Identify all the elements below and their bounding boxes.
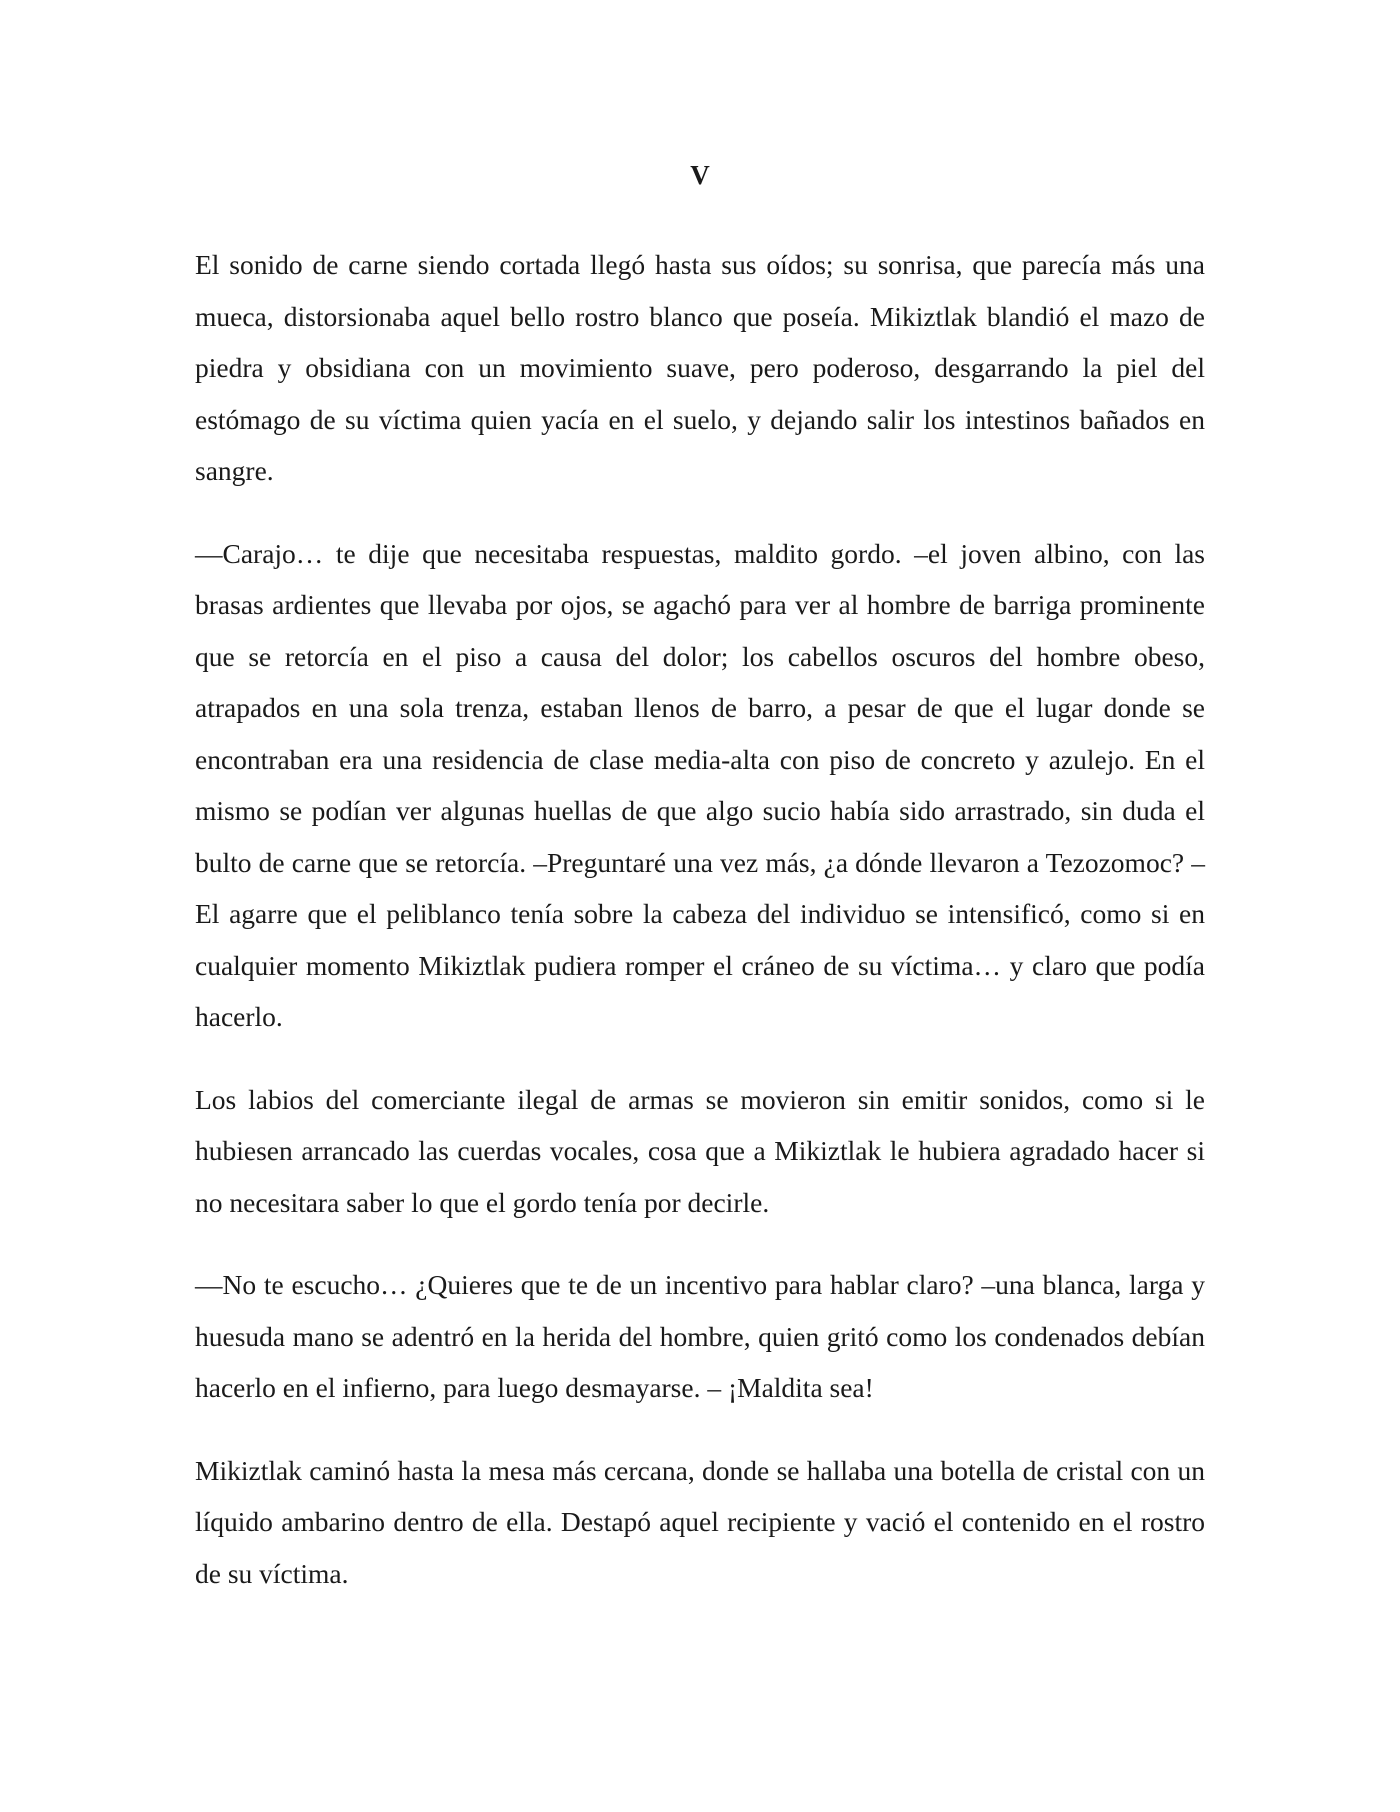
paragraph: —Carajo… te dije que necesitaba respuestas, maldito gordo. –el joven albino, con las brasas ardientes que llevaba por ojos, se agachó para ver al hombre de barriga prominente que se retorcía en el piso a causa del dolor; los cabellos oscuros del hombre obeso, atrapados en una sola trenza, estaban llenos de barro, a pesar de que el lugar donde se encontraban era una residencia de clase media-alta con piso de concreto y azulejo. En el mismo se podían ver algunas huellas de que algo sucio había sido arrastrado, sin duda el bulto de carne que se retorcía. –Preguntaré una vez más, ¿a dónde llevaron a Tezozomoc? –El agarre que el peliblanco tenía sobre la cabeza del individuo se intensificó, como si en cualquier momento Mikiztlak pudiera romper el cráneo de su víctima… y claro que podía hacerlo.	[195, 537, 1205, 1032]
chapter-title: V	[690, 160, 710, 190]
paragraph: El sonido de carne siendo cortada llegó hasta sus oídos; su sonrisa, que parecía más una mueca, distorsionaba aquel bello rostro blanco que poseía. Mikiztlak blandió el mazo de piedra y obsidiana con un movimiento suave, pero poderoso, desgarrando la piel del estómago de su víctima quien yacía en el suelo, y dejando salir los intestinos bañados en sangre.	[195, 249, 1205, 486]
paragraph: Mikiztlak caminó hasta la mesa más cercana, donde se hallaba una botella de cristal con un líquido ambarino dentro de ella. Destapó aquel recipiente y vació el contenido en el rostro de su víctima.	[195, 1454, 1205, 1589]
paragraph: —No te escucho… ¿Quieres que te de un incentivo para hablar claro? –una blanca, larga y huesuda mano se adentró en la herida del hombre, quien gritó como los condenados debían hacerlo en el infierno, para luego desmayarse. – ¡Maldita sea!	[195, 1269, 1205, 1403]
paragraph: Los labios del comerciante ilegal de armas se movieron sin emitir sonidos, como si le hubiesen arrancado las cuerdas vocales, cosa que a Mikiztlak le hubiera agradado hacer si no necesitara saber lo que el gordo tenía por decirle.	[195, 1083, 1205, 1218]
chapter-body	[195, 239, 1205, 1630]
